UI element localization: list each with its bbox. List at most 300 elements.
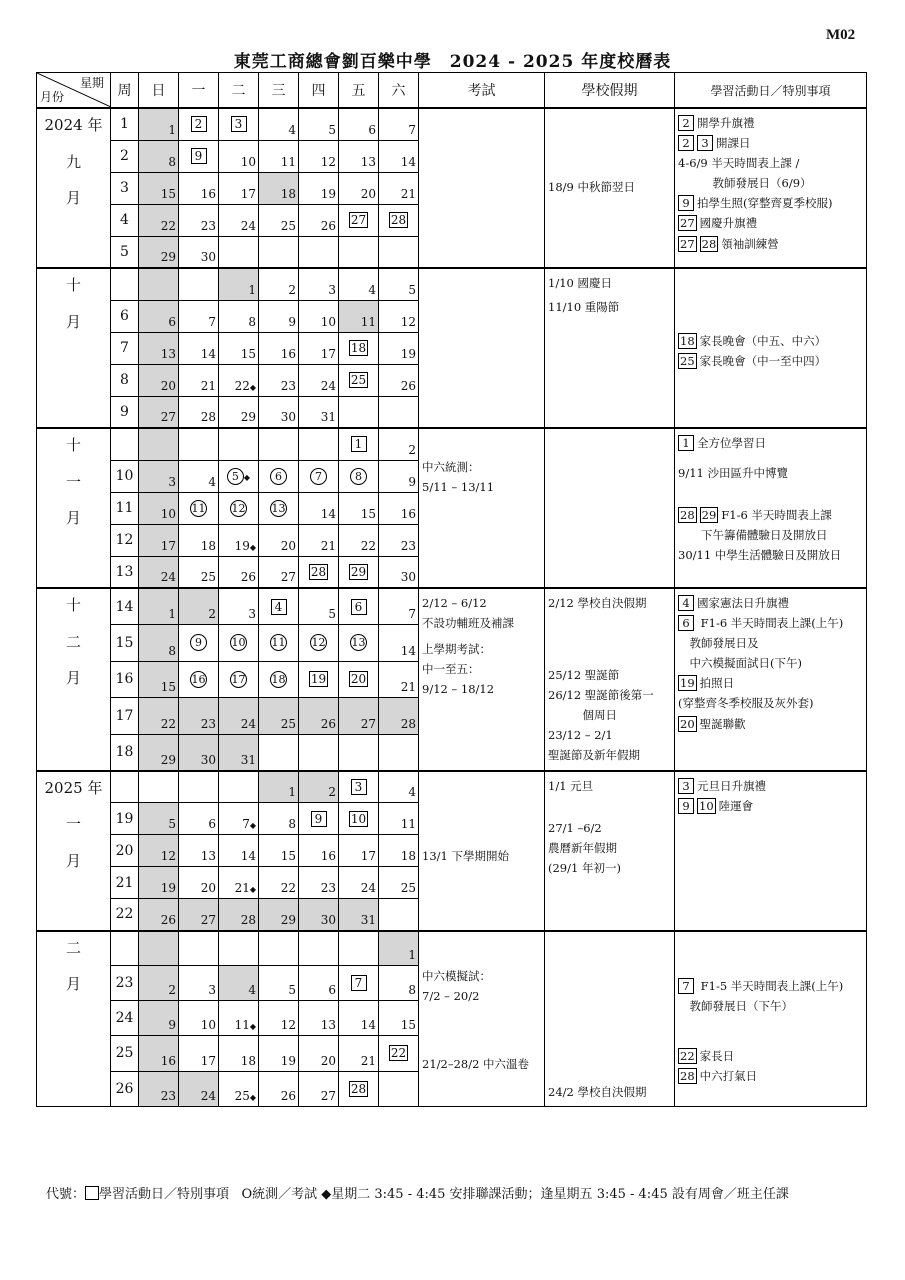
day-number: 17 [160,538,176,553]
day-cell [339,867,379,899]
day-cell [259,803,299,835]
exam-day-circle: 11 [191,501,206,515]
day-number: 16 [160,1053,176,1068]
day-number: 6 [168,314,176,329]
day-number: 18 [200,538,216,553]
day-number: 20 [360,186,376,201]
day-number: 7 [408,122,416,137]
activity-entry [678,135,863,151]
month-name-line: 二 [65,632,81,651]
page-title: 東莞工商總會劉百樂中學 2024 - 2025 年度校曆表 [233,52,672,72]
day-cell [379,364,419,396]
day-cell [299,771,339,803]
day-number: 27 [320,1088,336,1103]
day-cell [339,734,379,771]
day-cell [379,236,419,268]
day-number: 30 [400,570,416,584]
month-name-line: 九 [65,152,81,171]
day-cell [139,661,179,698]
activity-date-box: 7 [678,978,694,994]
activity-day-box: 7 [351,975,367,991]
day-cell [219,300,259,332]
day-cell [339,1071,379,1106]
day-cell [379,492,419,524]
day-number: 15 [400,1018,416,1033]
activity-entry [678,798,863,814]
exam-text: 9/12 – 18/12 [422,682,495,697]
activity-text: 拍照日 [699,676,735,691]
day-number: 20 [320,1053,336,1068]
activity-cell [675,268,867,428]
day-cell [259,524,299,556]
day-cell [139,835,179,867]
month-name-line: 二 [65,938,81,957]
day-cell [339,588,379,625]
day-header: 三 [259,73,299,109]
day-cell [139,460,179,492]
day-number: 23 [400,538,416,553]
day-cell [379,661,419,698]
exam-entry [422,848,541,864]
day-cell [139,625,179,662]
week-number [111,771,139,803]
activity-day-box: 28 [310,564,327,579]
day-cell [139,899,179,931]
day-number: 21 [400,186,416,201]
day-cell [139,268,179,300]
exam-entry [422,988,541,1004]
day-cell [259,236,299,268]
day-cell [179,835,219,867]
activity-entry [678,978,863,994]
activity-text: 中六模擬面試日(下午) [678,656,802,671]
activity-day-box: 20 [350,672,367,687]
day-cell [139,734,179,771]
holiday-text: 11/10 重陽節 [548,300,620,315]
day-number: 14 [360,1018,376,1033]
holiday-header: 學校假期 [545,73,675,109]
day-cell [219,460,259,492]
holiday-entry [548,299,671,315]
school-calendar-table [36,72,867,1107]
day-cell [379,588,419,625]
day-cell [299,698,339,735]
day-number: 25 [400,881,416,896]
activity-date-box: 28 [680,1068,695,1083]
day-cell [179,661,219,698]
exam-header: 考試 [419,73,545,109]
day-number: 22 [280,881,296,896]
day-cell [339,140,379,172]
day-cell [179,332,219,364]
activity-text: 國家憲法日升旗禮 [697,596,789,610]
day-cell [339,661,379,698]
holiday-cell [545,771,675,931]
month-name-line: 十 [65,276,81,294]
week-number [111,268,139,300]
day-cell [179,172,219,204]
day-cell [259,140,299,172]
week-label: 星期 [79,76,104,90]
diamond-icon: ◆ [249,885,256,895]
day-cell [299,140,339,172]
activity-day-box: 29 [350,564,367,579]
day-cell [259,588,299,625]
day-number: 13 [360,154,376,169]
day-number: 14 [320,506,336,521]
activity-text: 9/11 沙田區升中博覽 [678,466,788,481]
day-number: 27 [280,570,296,584]
day-cell [339,556,379,588]
activity-day-box: 18 [350,341,367,355]
day-number: 12 [400,314,416,329]
week-number: 18 [111,734,139,771]
activity-date-box: 27 [680,216,695,231]
day-cell [339,698,379,735]
day-cell [219,835,259,867]
activity-date-box: 10 [699,798,714,813]
day-cell [219,428,259,460]
activity-entry [678,333,863,349]
month-name-line: 月 [65,851,81,870]
week-number: 14 [111,588,139,625]
activity-text: 家長日 [699,1048,735,1063]
activity-text: 開課日 [716,136,751,151]
day-cell [339,172,379,204]
activity-day-box: 9 [191,148,207,164]
day-cell [179,300,219,332]
day-cell [259,661,299,698]
day-cell [259,172,299,204]
week-number [111,931,139,966]
exam-cell [419,268,545,428]
legend [46,1183,789,1202]
activity-day-box: 9 [311,811,327,827]
day-cell [379,625,419,662]
holiday-text: 2/12 學校自決假期 [548,596,647,610]
activity-day-box: 28 [390,213,407,227]
box-symbol-icon [85,1186,99,1200]
holiday-text: 18/9 中秋節翌日 [548,180,635,194]
month-cell [37,588,111,771]
activity-text: 30/11 中學生活體驗日及開放日 [678,548,842,563]
day-cell [179,867,219,899]
activity-text: 聖誕聯歡 [699,716,746,731]
day-cell [339,1001,379,1036]
day-cell [179,492,219,524]
activity-entry [678,1048,863,1064]
exam-text: 7/2 – 20/2 [422,988,480,1003]
day-cell [299,332,339,364]
month-name-line: 月 [65,975,81,994]
day-cell [219,1036,259,1071]
day-cell [219,108,259,140]
day-number: 3 [208,983,216,998]
day-number: 18 [240,1053,256,1068]
exam-day-circle: 11 [271,636,286,650]
day-number: 29 [280,912,296,927]
holiday-cell [545,588,675,771]
day-number: 19 [280,1053,296,1068]
month-name-line: 一 [65,815,81,834]
day-cell [339,428,379,460]
activity-text: 4-6/9 半天時間表上課 / [678,156,800,171]
day-cell [299,803,339,835]
day-cell [139,396,179,428]
day-cell [219,661,259,698]
exam-entry [422,641,541,657]
day-number: 23 [280,378,296,393]
activity-header: 學習活動日／特別事項 [675,73,867,109]
day-cell [339,899,379,931]
day-number: 21 [400,680,416,694]
day-number: 19 [160,881,176,896]
day-cell [339,931,379,966]
day-number: 11 [400,817,416,832]
day-header: 二 [219,73,259,109]
day-number: 15 [240,346,256,361]
day-cell [299,108,339,140]
holiday-entry [548,179,671,195]
day-cell [139,556,179,588]
day-cell [259,108,299,140]
day-cell [139,332,179,364]
legend-circle-text: O統測／考試 [241,1187,318,1202]
day-cell [139,1036,179,1071]
exam-text: 21/2–28/2 中六溫卷 [422,1056,530,1071]
day-header: 一 [179,73,219,109]
day-cell [379,771,419,803]
day-cell [339,396,379,428]
day-number: 16 [320,849,336,864]
day-cell [179,460,219,492]
exam-day-circle: 17 [231,672,246,686]
holiday-text: 個周日 [548,708,617,723]
day-number: 7 [208,314,216,329]
activity-entry [678,547,863,563]
day-cell [259,556,299,588]
month-name-line: 一 [65,472,81,491]
week-number [111,428,139,460]
day-cell [139,867,179,899]
day-number: 3 [168,474,176,489]
diamond-icon: ◆ [249,821,256,831]
activity-entry [678,507,863,523]
exam-entry [422,459,541,475]
day-number: 13 [160,346,176,361]
day-number: 3 [248,607,256,621]
day-cell [379,300,419,332]
activity-text: 全方位學習日 [697,436,766,450]
day-number: 15 [360,506,376,521]
day-cell [339,966,379,1001]
day-cell [339,460,379,492]
week-number: 4 [111,204,139,236]
exam-day-circle: 9 [190,634,207,651]
day-number: 27 [160,410,176,424]
day-cell [139,698,179,735]
day-cell [139,931,179,966]
holiday-entry [548,1084,671,1100]
day-header: 六 [379,73,419,109]
day-cell [139,1071,179,1106]
day-cell [139,236,179,268]
day-cell [259,771,299,803]
activity-date-box: 25 [680,354,695,369]
day-cell [339,524,379,556]
day-cell [299,364,339,396]
day-number: 5 [328,122,336,137]
day-cell [139,492,179,524]
day-cell [179,771,219,803]
activity-day-box: 25 [350,373,367,387]
holiday-text: 25/12 聖誕節 [548,668,620,683]
day-number: 21 [360,1053,376,1068]
calendar-body [37,108,867,1106]
activity-cell [675,588,867,771]
day-cell [179,556,219,588]
activity-entry [678,215,863,231]
day-cell [219,734,259,771]
day-number: 8 [168,643,176,658]
activity-date-box: 9 [678,798,694,814]
week-number: 24 [111,1001,139,1036]
activity-date-box: 20 [680,716,695,731]
activity-cell [675,931,867,1107]
day-number: 1 [168,607,176,621]
day-number: 15 [160,186,176,201]
day-cell [219,492,259,524]
day-cell [259,867,299,899]
day-cell [179,428,219,460]
day-number: 28 [240,912,256,927]
day-cell [259,428,299,460]
day-number: 26 [240,570,256,584]
week-number: 8 [111,364,139,396]
activity-cell [675,428,867,588]
activity-entry [678,998,863,1014]
exam-day-circle: 18 [271,672,286,686]
day-cell [379,835,419,867]
activity-text: 教師發展日及 [678,636,759,651]
day-cell [299,625,339,662]
day-cell [299,867,339,899]
day-cell [379,698,419,735]
day-number: 30 [200,752,216,767]
activity-text: 下午籌備體驗日及開放日 [678,528,828,543]
activity-entry [678,195,863,211]
holiday-text: 聖誕節及新年假期 [548,748,640,763]
day-cell [259,931,299,966]
month-cell [37,931,111,1107]
day-number: 23 [160,1088,176,1103]
exam-day-circle: 6 [270,468,287,485]
month-cell [37,428,111,588]
day-cell [179,734,219,771]
day-number: 14 [200,346,216,361]
day-cell [259,460,299,492]
exam-day-circle: 13 [271,501,286,515]
week-number: 23 [111,966,139,1001]
month-name-line: 月 [65,509,81,527]
day-number: 9 [408,474,416,489]
day-number: 13 [320,1018,336,1033]
day-number: 4 [408,785,416,800]
day-cell [259,492,299,524]
holiday-entry [548,778,671,794]
day-number: 29 [160,250,176,264]
day-number: 27 [360,716,376,731]
day-number: 5 [168,817,176,832]
day-number: 11 [360,314,376,329]
day-cell [139,300,179,332]
activity-date-box: 3 [678,778,694,794]
week-number: 20 [111,835,139,867]
day-cell [379,140,419,172]
day-cell [139,966,179,1001]
week-month-header [37,73,111,109]
week-row [37,588,867,625]
day-number: 2 [328,785,336,800]
day-cell [299,460,339,492]
exam-day-circle: 13 [351,636,366,650]
day-number: 29 [160,752,176,767]
day-number: 28 [400,716,416,731]
day-cell [219,966,259,1001]
day-cell [219,899,259,931]
month-cell [37,108,111,268]
day-cell [339,803,379,835]
activity-entry [678,465,863,481]
day-cell [179,931,219,966]
day-cell [299,556,339,588]
day-cell [379,460,419,492]
day-cell [379,1071,419,1106]
exam-day-circle: 5 [227,468,244,485]
day-cell [139,204,179,236]
week-number: 1 [111,108,139,140]
day-number: 1 [248,282,256,297]
activity-date-box: 4 [678,595,694,611]
day-number: 1 [408,948,416,963]
week-row [37,268,867,300]
day-cell [299,1001,339,1036]
activity-text: F1-5 半天時間表上課(上午) [697,978,844,993]
diamond-icon: ◆ [249,382,256,392]
day-cell [179,396,219,428]
day-cell [179,966,219,1001]
day-number: 21 [234,881,250,896]
holiday-text: 26/12 聖誕節後第一 [548,688,654,703]
exam-cell [419,428,545,588]
day-number: 4 [248,983,256,998]
week-number: 5 [111,236,139,268]
activity-date-box: 2 [678,115,694,131]
activity-date-box: 1 [678,435,694,451]
day-cell [339,108,379,140]
activity-entry [678,1068,863,1084]
day-number: 16 [280,346,296,361]
day-number: 15 [160,680,176,694]
day-cell [299,300,339,332]
day-cell [259,899,299,931]
day-cell [179,1001,219,1036]
holiday-entry [548,687,671,703]
day-number: 26 [320,218,336,233]
day-number: 10 [320,314,336,329]
activity-date-box: 6 [678,615,694,631]
day-number: 10 [200,1018,216,1033]
